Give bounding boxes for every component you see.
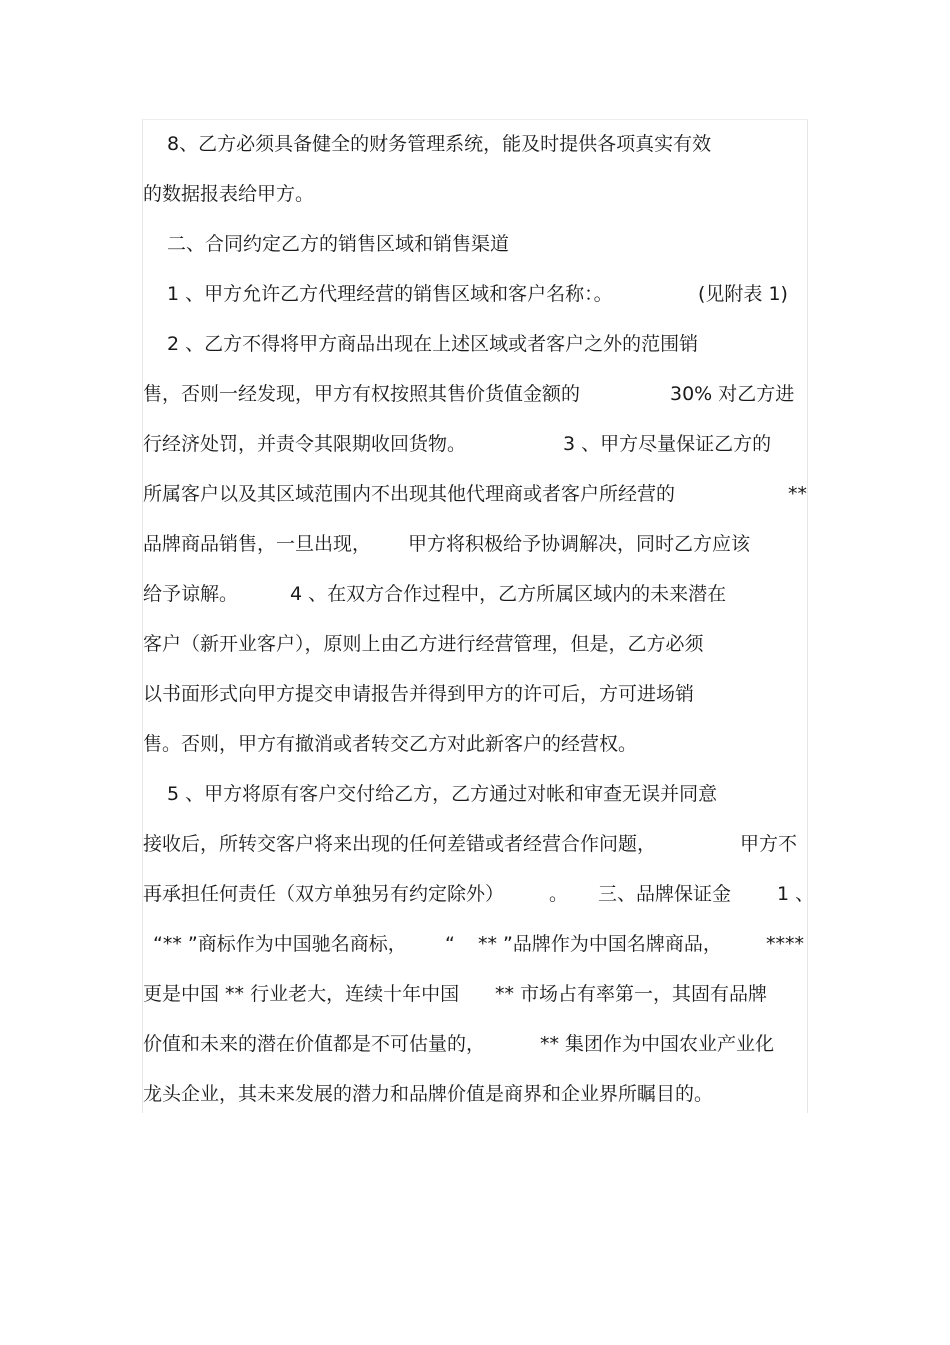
line-text: 更是中国 ** 行业老大，连续十年中国: [143, 983, 460, 1005]
line-text: 2 、乙方不得将甲方商品出现在上述区域或者客户之外的范围销: [167, 333, 699, 355]
line-text: 甲方不: [740, 833, 798, 855]
paragraph-line: [143, 829, 808, 859]
paragraph-line: [143, 1079, 808, 1109]
line-text: ** ”品牌作为中国名牌商品，: [478, 933, 722, 955]
line-text: 价值和未来的潜在价值都是不可估量的，: [143, 1033, 486, 1055]
page-frame: [142, 119, 808, 1113]
line-text: 三、品牌保证金: [598, 883, 732, 905]
line-text: 8、乙方必须具备健全的财务管理系统，能及时提供各项真实有效: [167, 133, 712, 155]
line-text: 再承担任何责任（双方单独另有约定除外）: [143, 883, 505, 905]
paragraph-line: [143, 379, 808, 409]
paragraph-line: [143, 279, 808, 309]
paragraph-line: [143, 929, 808, 959]
line-text: 接收后，所转交客户将来出现的任何差错或者经营合作问题，: [143, 833, 657, 855]
line-text: 给予谅解。: [143, 583, 239, 605]
paragraph-line: [143, 529, 808, 559]
line-text: 所属客户以及其区域范围内不出现其他代理商或者客户所经营的: [143, 483, 676, 505]
line-text: 二、合同约定乙方的销售区域和销售渠道: [167, 233, 510, 255]
line-text: 的数据报表给甲方。: [143, 183, 315, 205]
line-text: 龙头企业，其未来发展的潜力和品牌价值是商界和企业界所瞩目的。: [143, 1083, 714, 1105]
paragraph-line: [143, 1029, 808, 1059]
line-text: “** ”商标作为中国驰名商标，: [153, 933, 407, 955]
paragraph-line: [143, 479, 808, 509]
section-heading: [143, 229, 808, 259]
paragraph-line: [143, 429, 808, 459]
line-text: 30% 对乙方进: [670, 383, 795, 405]
paragraph-line: [143, 579, 808, 609]
paragraph-line: [143, 629, 808, 659]
line-text: (见附表 1): [698, 283, 788, 305]
line-text: 1 、甲方允许乙方代理经营的销售区域和客户名称：。: [167, 283, 613, 305]
line-text: 3 、甲方尽量保证乙方的: [563, 433, 772, 455]
paragraph-line: [143, 679, 808, 709]
line-text: ** 市场占有率第一，其固有品牌: [495, 983, 768, 1005]
line-text: **: [788, 483, 807, 505]
line-text: 客户（新开业客户），原则上由乙方进行经营管理，但是，乙方必须: [143, 633, 704, 655]
paragraph-line: [143, 179, 808, 209]
line-text: 。: [549, 883, 569, 905]
line-text: 以书面形式向甲方提交申请报告并得到甲方的许可后，方可进场销: [143, 683, 695, 705]
line-text: 甲方将积极给予协调解决，同时乙方应该: [408, 533, 751, 555]
paragraph-line: [143, 779, 808, 809]
line-text: 5 、甲方将原有客户交付给乙方，乙方通过对帐和审查无误并同意: [167, 783, 718, 805]
paragraph-line: [143, 129, 808, 159]
line-text: 1 、: [777, 883, 815, 905]
paragraph-line: [143, 979, 808, 1009]
paragraph-line: [143, 329, 808, 359]
line-text: 售，否则一经发现，甲方有权按照其售价货值金额的: [143, 383, 581, 405]
line-text: 品牌商品销售，一旦出现，: [143, 533, 372, 555]
line-text: 售。否则，甲方有撤消或者转交乙方对此新客户的经营权。: [143, 733, 638, 755]
line-text: 4 、在双方合作过程中，乙方所属区域内的未来潜在: [290, 583, 727, 605]
line-text: “: [445, 933, 455, 955]
line-text: ****: [766, 933, 804, 955]
line-text: 行经济处罚，并责令其限期收回货物。: [143, 433, 467, 455]
paragraph-line: [143, 879, 815, 909]
line-text: ** 集团作为中国农业产业化: [540, 1033, 775, 1055]
paragraph-line: [143, 729, 808, 759]
